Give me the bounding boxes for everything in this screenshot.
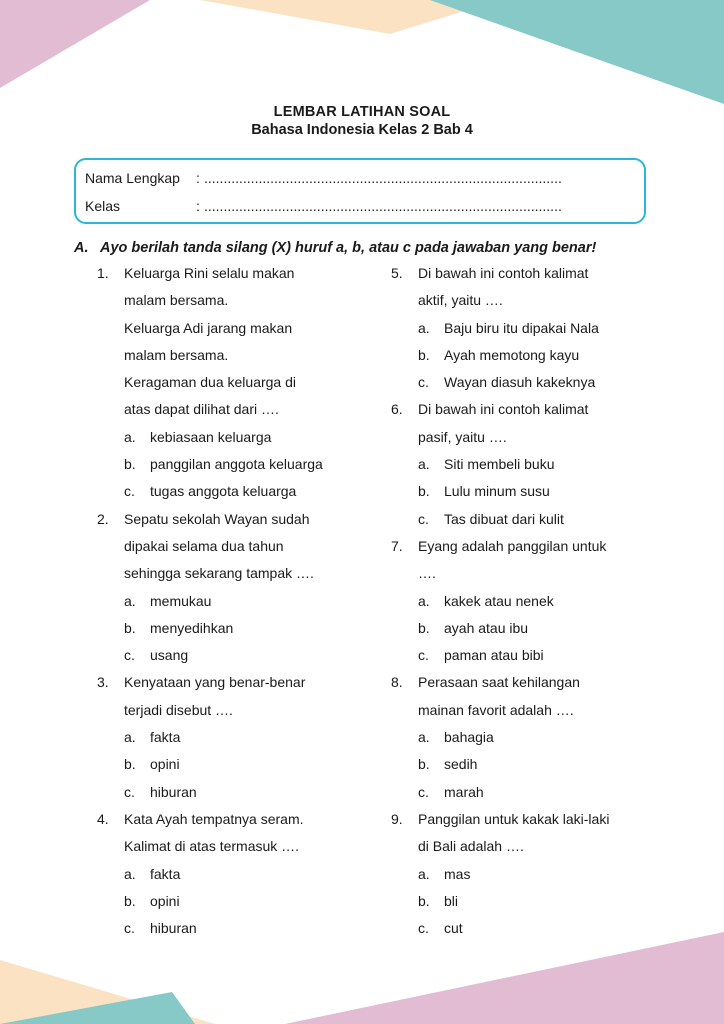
answer-option[interactable]	[391, 588, 661, 615]
question-line	[97, 260, 367, 287]
answer-option[interactable]	[97, 751, 367, 778]
answer-option[interactable]	[391, 615, 661, 642]
class-colon: :	[196, 198, 200, 214]
answer-option[interactable]	[391, 315, 661, 342]
question-stem-text: dipakai selama dua tahun	[124, 537, 284, 554]
answer-option[interactable]	[391, 342, 661, 369]
option-text: hiburan	[150, 783, 197, 800]
question-number: 6.	[391, 401, 403, 418]
question-stem-text: aktif, yaitu ….	[418, 292, 503, 309]
answer-option[interactable]	[97, 779, 367, 806]
answer-option[interactable]	[97, 478, 367, 505]
option-letter[interactable]: c.	[124, 920, 135, 937]
question-stem-text: atas dapat dilihat dari ….	[124, 401, 279, 418]
question-line	[391, 806, 661, 833]
option-letter[interactable]: c.	[124, 783, 135, 800]
question-stem-text: mainan favorit adalah ….	[418, 701, 574, 718]
option-text: bahagia	[444, 729, 494, 746]
question-stem-text: Keluarga Rini selalu makan	[124, 265, 295, 281]
question-stem-text: Kata Ayah tempatnya seram.	[124, 810, 304, 827]
question-line	[97, 669, 367, 696]
question-line	[391, 533, 661, 560]
option-letter[interactable]: c.	[124, 483, 135, 500]
question-number: 4.	[97, 810, 109, 827]
option-letter[interactable]: a.	[418, 319, 430, 336]
question-number: 3.	[97, 674, 109, 691]
answer-option[interactable]	[97, 861, 367, 888]
questions-left-column	[97, 260, 367, 942]
worksheet-title: LEMBAR LATIHAN SOAL	[273, 104, 451, 120]
question-stem-text: Panggilan untuk kakak laki-laki	[418, 810, 610, 827]
answer-option[interactable]	[97, 724, 367, 751]
answer-option[interactable]	[391, 369, 661, 396]
question-line	[97, 560, 367, 587]
answer-option[interactable]	[97, 451, 367, 478]
answer-option[interactable]	[97, 888, 367, 915]
answer-option[interactable]	[391, 861, 661, 888]
question-stem-text: terjadi disebut ….	[124, 701, 233, 718]
question-stem-text: Sepatu sekolah Wayan sudah	[124, 510, 310, 527]
question-number: 2.	[97, 510, 109, 527]
option-letter[interactable]: a.	[418, 729, 430, 746]
option-letter[interactable]: c.	[418, 374, 429, 391]
option-text: Lulu minum susu	[444, 483, 550, 500]
answer-option[interactable]	[391, 888, 661, 915]
question-stem-text: Di bawah ini contoh kalimat	[418, 265, 589, 281]
option-text: kakek atau nenek	[444, 592, 554, 609]
option-letter[interactable]: c.	[124, 647, 135, 664]
option-letter[interactable]: b.	[418, 892, 430, 909]
question-item	[97, 806, 367, 942]
option-text: usang	[150, 647, 189, 664]
question-number: 7.	[391, 537, 403, 554]
question-line	[97, 833, 367, 860]
option-text: opini	[150, 892, 180, 909]
question-stem-text: Kenyataan yang benar-benar	[124, 674, 306, 691]
option-text: memukau	[150, 592, 212, 609]
question-item	[97, 506, 367, 670]
option-letter[interactable]: b.	[418, 756, 430, 773]
option-text: kebiasaan keluarga	[150, 428, 272, 445]
option-text: bli	[444, 892, 459, 909]
section-letter: A.	[74, 240, 89, 256]
question-item	[391, 806, 661, 942]
option-text: hiburan	[150, 920, 197, 937]
question-stem-text: Kalimat di atas termasuk ….	[124, 838, 300, 855]
option-text: ayah atau ibu	[444, 619, 529, 636]
question-stem-text: Di bawah ini contoh kalimat	[418, 401, 589, 418]
option-text: fakta	[150, 729, 181, 746]
worksheet-subtitle: Bahasa Indonesia Kelas 2 Bab 4	[251, 122, 473, 138]
option-letter[interactable]: b.	[124, 619, 136, 636]
question-line	[391, 424, 661, 451]
answer-option[interactable]	[97, 424, 367, 451]
option-letter[interactable]: a.	[418, 865, 430, 882]
option-text: mas	[444, 865, 471, 882]
option-text: marah	[444, 783, 484, 800]
answer-option[interactable]	[97, 615, 367, 642]
question-item	[97, 669, 367, 805]
question-line	[97, 533, 367, 560]
question-line	[391, 833, 661, 860]
question-line	[97, 315, 367, 342]
question-line	[391, 560, 661, 587]
option-letter[interactable]: b.	[418, 619, 430, 636]
question-line	[97, 369, 367, 396]
question-stem-text: Keragaman dua keluarga di	[124, 374, 297, 391]
option-letter[interactable]: b.	[124, 892, 136, 909]
question-stem-text: ….	[418, 565, 436, 582]
question-line	[97, 287, 367, 314]
option-letter[interactable]: a.	[418, 456, 430, 473]
option-letter[interactable]: c.	[418, 647, 429, 664]
option-text: fakta	[150, 865, 181, 882]
question-stem-text: di Bali adalah ….	[418, 838, 524, 855]
option-letter[interactable]: a.	[418, 592, 430, 609]
option-text: tugas anggota keluarga	[150, 483, 297, 500]
option-letter[interactable]: b.	[124, 456, 136, 473]
name-row	[85, 170, 562, 186]
option-text: cut	[444, 920, 463, 937]
answer-option[interactable]	[391, 724, 661, 751]
question-number: 8.	[391, 674, 403, 691]
question-line	[97, 342, 367, 369]
answer-option[interactable]	[391, 478, 661, 505]
question-number: 9.	[391, 810, 403, 827]
option-letter[interactable]: c.	[418, 510, 429, 527]
question-line	[391, 697, 661, 724]
question-item	[391, 533, 661, 669]
option-letter[interactable]: a.	[124, 729, 136, 746]
class-label: Kelas	[85, 198, 121, 214]
question-item	[391, 669, 661, 805]
answer-option[interactable]	[391, 506, 661, 533]
option-text: sedih	[444, 756, 478, 773]
question-number: 1.	[97, 265, 109, 281]
question-line	[97, 396, 367, 423]
option-text: Siti membeli buku	[444, 456, 555, 473]
option-text: Ayah memotong kayu	[444, 346, 580, 363]
question-line	[391, 669, 661, 696]
questions-right-column	[391, 260, 661, 942]
name-colon: :	[196, 170, 200, 186]
option-text: paman atau bibi	[444, 647, 544, 664]
option-text: opini	[150, 756, 180, 773]
section-a-heading	[74, 240, 596, 256]
class-row	[85, 198, 562, 214]
question-stem-text: malam bersama.	[124, 346, 229, 363]
question-line	[391, 396, 661, 423]
option-text: menyedihkan	[150, 619, 234, 636]
answer-option[interactable]	[97, 915, 367, 942]
answer-option[interactable]	[391, 915, 661, 942]
student-identity-box	[74, 158, 646, 224]
option-text: Wayan diasuh kakeknya	[444, 374, 596, 391]
section-instruction: Ayo berilah tanda silang (X) huruf a, b, atau c pada jawaban yang benar!	[100, 240, 597, 256]
name-fill-line[interactable]: ............................................................................................	[204, 170, 562, 186]
option-text: Tas dibuat dari kulit	[444, 510, 564, 527]
answer-option[interactable]	[391, 642, 661, 669]
question-stem-text: Keluarga Adi jarang makan	[124, 319, 293, 336]
option-letter[interactable]: c.	[418, 920, 429, 937]
answer-option[interactable]	[391, 751, 661, 778]
question-line	[97, 697, 367, 724]
option-letter[interactable]: c.	[418, 783, 429, 800]
question-item	[97, 260, 367, 506]
answer-option[interactable]	[97, 588, 367, 615]
answer-option[interactable]	[391, 779, 661, 806]
question-line	[97, 806, 367, 833]
option-letter[interactable]: a.	[124, 592, 136, 609]
answer-option[interactable]	[97, 642, 367, 669]
option-letter[interactable]: b.	[418, 483, 430, 500]
option-letter[interactable]: b.	[418, 346, 430, 363]
question-stem-text: sehingga sekarang tampak ….	[124, 565, 314, 582]
option-letter[interactable]: b.	[124, 756, 136, 773]
question-stem-text: pasif, yaitu ….	[418, 428, 507, 445]
question-stem-text: Eyang adalah panggilan untuk	[418, 537, 607, 554]
answer-option[interactable]	[391, 451, 661, 478]
name-label: Nama Lengkap	[85, 170, 180, 186]
question-stem-text: malam bersama.	[124, 292, 229, 309]
question-line	[391, 287, 661, 314]
option-letter[interactable]: a.	[124, 428, 136, 445]
option-text: panggilan anggota keluarga	[150, 456, 323, 473]
option-text: Baju biru itu dipakai Nala	[444, 319, 599, 336]
question-line	[391, 260, 661, 287]
option-letter[interactable]: a.	[124, 865, 136, 882]
question-number: 5.	[391, 265, 403, 281]
question-line	[97, 506, 367, 533]
question-item	[391, 260, 661, 396]
class-fill-line[interactable]: ............................................................................................	[204, 198, 562, 214]
question-item	[391, 396, 661, 532]
question-stem-text: Perasaan saat kehilangan	[418, 674, 580, 691]
